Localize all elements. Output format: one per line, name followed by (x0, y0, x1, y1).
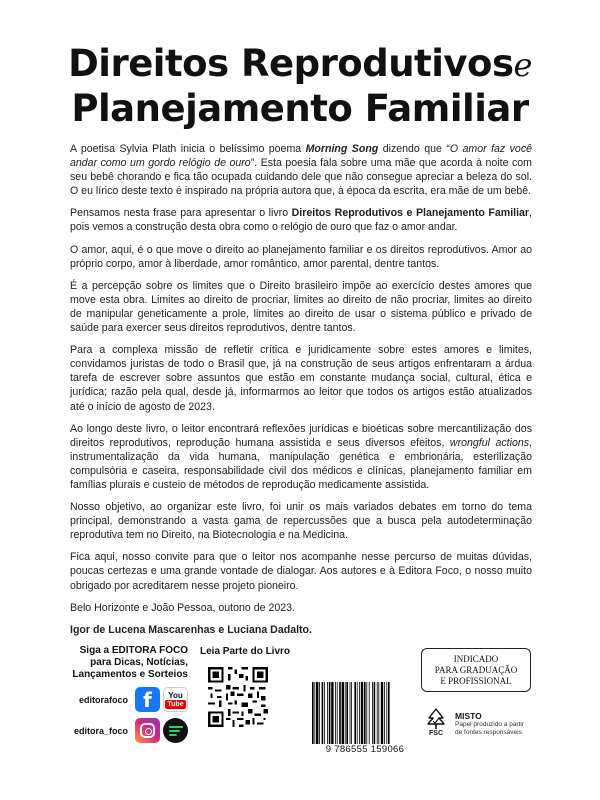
fsc-certification (423, 708, 535, 748)
fsc-logo: FSC (423, 708, 449, 748)
instagram-icon[interactable] (135, 718, 160, 743)
social-follow-block (70, 645, 188, 743)
facebook-handle: editorafoco (78, 694, 128, 705)
fsc-text: MISTO Papel produzido a partir de fontes responsáveis (455, 711, 525, 736)
facebook-icon[interactable]: f (135, 687, 160, 712)
paragraph-3: O amor, aqui, é o que move o direito ao planejamento familiar e os direitos reprodutivos. Amor ao próprio corpo, amor à liberdade, amor romântico, amor parental, dentre tantos. (70, 243, 532, 270)
paragraph-2: Pensamos nesta frase para apresentar o livro Direitos Reprodutivos e Planejamento Familiar, pois vemos a construção desta obra como o relógio de ouro que faz o amor andar. (70, 207, 532, 234)
paragraph-6: Ao longo deste livro, o leitor encontrará reflexões jurídicas e bioéticas sobre mercantilização dos direitos reprodutivos, reprodução humana assistida e seus diversos efeitos, wrongful actions, instrumentalização da vida humana, manipulação genética e embrionária, esterilização compulsória e caseira, responsabilidade civil dos médicos e clínicas, planejamento familiar em famílias plurais e custeio de métodos de reprodução medicamente assistida. (70, 422, 532, 491)
place-date: Belo Horizonte e João Pessoa, outono de 2023. (70, 601, 295, 614)
paragraph-5: Para a complexa missão de refletir crítica e juridicamente sobre estes amores e limites, convidamos juristas de todo o Brasil que, já na construção de seus artigos enfrentaram a árdua tarefa de escrever sobre assuntos que estão em constante mudança social, cultural, ética e jurídica; razão pela qual, desde já, informarmos ao leitor que todos os artigos estão atualizados até o início de agosto de 2023. (70, 344, 532, 413)
title-conjunction: e (513, 46, 532, 84)
spotify-icon[interactable] (163, 718, 188, 743)
title-line-1: Direitos Reprodutivose (68, 42, 532, 85)
social-row-1 (70, 687, 188, 712)
isbn-number: 9 786555 159066 (325, 744, 405, 755)
read-sample-label: Leia Parte do Livro (200, 646, 291, 657)
title-line-2: Planejamento Familiar (71, 87, 529, 130)
youtube-icon[interactable]: You Tube (163, 687, 188, 712)
social-row-2 (70, 718, 188, 743)
read-sample-block (200, 646, 300, 734)
authors-signature: Igor de Lucena Mascarenhas e Luciana Dadalto. (70, 623, 312, 636)
paragraph-1: A poetisa Sylvia Plath inicia o belíssimo poema Morning Song dizendo que “O amor faz você andar como um gordo relógio de ouro”. Esta poesia fala sobre uma mãe que acorda à noite com seu bebê chorando e fica tão ocupada cuidando dele que não consegue apreciar a beleza do sol. O eu lírico deste texto é inspirado na própria autora que, à época da escrita, era mãe de um bebê. (70, 143, 533, 198)
follow-text: Siga a EDITORA FOCO para Dicas, Notícias, Lançamentos e Sorteios (72, 645, 188, 680)
tree-icon (426, 708, 446, 730)
book-title (0, 42, 600, 130)
paragraph-4: É a percepção sobre os limites que o Direito brasileiro impõe ao exercício destes amores que move esta obra. Limites ao direito de procriar, limites ao direito de não procriar, limites ao direito de manipular geneticamente a prole, limites ao direito de usar o sistema público e privado de saúde para exercer seus direitos reprodutivos, dentre tantos. (70, 279, 532, 335)
paragraph-7: Nosso objetivo, ao organizar este livro, foi unir os mais variados debates em torno do tema principal, demonstrando a vasta gama de repercussões que a busca pela autodeterminação reprodutiva tem no Direito, na Biotecnologia e na Medicina. (70, 501, 532, 542)
barcode-icon (311, 682, 417, 744)
recommended-badge: INDICADO PARA GRADUAÇÃO E PROFISSIONAL (421, 648, 531, 692)
paragraph-8: Fica aqui, nosso convite para que o leitor nos acompanhe nesse percurso de muitas dúvidas, poucas certezas e uma grande vontade de dialogar. Aos autores e à Editora Foco, o nosso muito obrigado por acreditarem nesse projeto pioneiro. (70, 551, 532, 592)
instagram-handle: editora_foco (73, 725, 128, 736)
qr-code-icon[interactable] (206, 665, 270, 729)
back-cover-text (70, 142, 532, 645)
